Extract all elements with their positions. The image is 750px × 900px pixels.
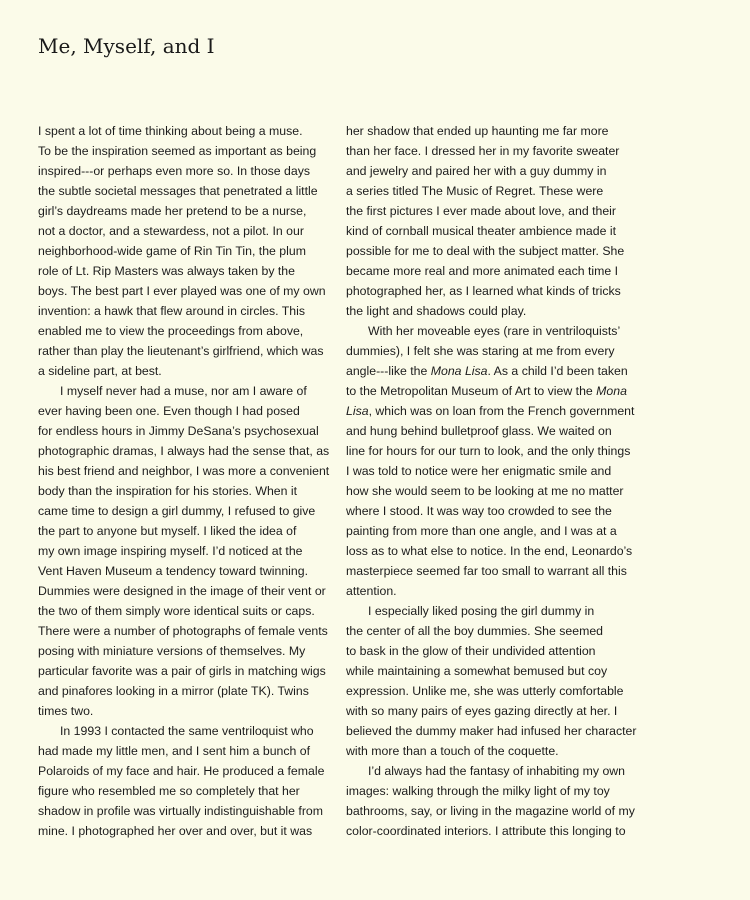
text-segment: and hung behind bulletproof glass. We waited on [346,424,612,438]
text-line [346,821,636,841]
text-segment: body than the inspiration for his stories. When it [38,484,298,498]
text-line [38,261,328,281]
text-segment: possible for me to deal with the subject matter. She [346,244,625,258]
text-segment: loss as to what else to notice. In the end, Leonardo’s [346,544,633,558]
text-segment: With her moveable eyes (rare in ventriloquists’ [368,324,621,338]
text-line [346,461,636,481]
text-segment: Polaroids of my face and hair. He produced a female [38,764,325,778]
text-line [346,521,636,541]
text-segment: particular favorite was a pair of girls in matching wigs [38,664,326,678]
text-segment: for endless hours in Jimmy DeSana’s psychosexual [38,424,319,438]
text-segment: To be the inspiration seemed as important as being [38,144,317,158]
text-line [346,421,636,441]
text-line [346,801,636,821]
text-line [38,221,328,241]
text-segment: There were a number of photographs of female vents [38,624,328,638]
text-segment: girl’s daydreams made her pretend to be a nurse, [38,204,307,218]
text-line [38,201,328,221]
text-line [346,141,636,161]
text-line [346,161,636,181]
text-segment: I spent a lot of time thinking about being a muse. [38,124,303,138]
text-line [346,721,636,741]
text-line [38,341,328,361]
text-segment: not a doctor, and a stewardess, not a pilot. In our [38,224,304,238]
text-segment: and jewelry and paired her with a guy dummy in [346,164,607,178]
text-line [38,601,328,621]
text-segment: photographic dramas, I always had the sense that, as [38,444,330,458]
text-segment: In 1993 I contacted the same ventriloquist who [60,724,314,738]
text-segment: painting from more than one angle, and I was at a [346,524,617,538]
text-line [346,641,636,661]
text-line [346,781,636,801]
text-segment: the first pictures I ever made about love, and their [346,204,616,218]
text-line [38,741,328,761]
text-segment: posing with miniature versions of themselves. My [38,644,306,658]
text-line [346,701,636,721]
text-segment: believed the dummy maker had infused her character [346,724,637,738]
text-segment: I myself never had a muse, nor am I aware of [60,384,307,398]
text-line [346,661,636,681]
text-segment: and pinafores looking in a mirror (plate TK). Twins [38,684,309,698]
text-segment: , which was on loan from the French government [368,404,635,418]
text-segment: images: walking through the milky light of my toy [346,784,610,798]
text-line [38,641,328,661]
italic-title: Lisa [346,404,369,418]
text-line [346,561,636,581]
text-segment: line for hours for our turn to look, and the only things [346,444,631,458]
text-line [38,501,328,521]
text-line [38,121,328,141]
text-segment: I’d always had the fantasy of inhabiting my own [368,764,626,778]
text-segment: role of Lt. Rip Masters was always taken by the [38,264,295,278]
text-segment: while maintaining a somewhat bemused but coy [346,664,608,678]
text-segment: . As a child I’d been taken [487,364,628,378]
text-segment: bathrooms, say, or living in the magazine world of my [346,804,635,818]
text-segment: where I stood. It was way too crowded to see the [346,504,612,518]
italic-title: Mona Lisa [430,364,488,378]
text-segment: with so many pairs of eyes gazing directly at her. I [346,704,618,718]
text-segment: masterpiece seemed far too small to warrant all this [346,564,627,578]
text-line [38,321,328,341]
text-line [38,441,328,461]
text-line [346,341,636,361]
text-line [38,721,328,741]
text-line [346,501,636,521]
text-segment: dummies), I felt she was staring at me from every [346,344,615,358]
text-segment: inspired---or perhaps even more so. In those days [38,164,311,178]
text-line [346,581,636,601]
text-line [346,201,636,221]
text-line [346,401,636,421]
text-line [38,141,328,161]
text-segment: enabled me to view the proceedings from above, [38,324,304,338]
text-line [38,521,328,541]
text-segment: a series titled The Music of Regret. These were [346,184,604,198]
text-line [38,301,328,321]
text-segment: the light and shadows could play. [346,304,527,318]
text-line [38,661,328,681]
text-line [38,161,328,181]
text-line [346,241,636,261]
text-segment: attention. [346,584,397,598]
text-segment: became more real and more animated each time I [346,264,619,278]
text-line [38,381,328,401]
text-line [346,281,636,301]
text-line [38,361,328,381]
text-line [38,481,328,501]
text-segment: photographed her, as I learned what kinds of tricks [346,284,621,298]
text-line [38,701,328,721]
text-segment: mine. I photographed her over and over, but it was [38,824,313,838]
text-segment: a sideline part, at best. [38,364,162,378]
text-segment: times two. [38,704,94,718]
text-segment: ever having been one. Even though I had posed [38,404,300,418]
text-segment: the center of all the boy dummies. She seemed [346,624,604,638]
right-column [346,121,636,841]
text-line [38,761,328,781]
text-segment: expression. Unlike me, she was utterly comfortable [346,684,624,698]
text-line [346,221,636,241]
text-line [38,541,328,561]
text-segment: I was told to notice were her enigmatic smile and [346,464,612,478]
text-segment: rather than play the lieutenant’s girlfriend, which was [38,344,324,358]
text-line [346,541,636,561]
text-line [38,281,328,301]
text-segment: how she would seem to be looking at me no matter [346,484,624,498]
text-segment: shadow in profile was virtually indistinguishable from [38,804,324,818]
text-line [38,581,328,601]
text-segment: I especially liked posing the girl dummy in [368,604,595,618]
text-segment: came time to design a girl dummy, I refused to give [38,504,316,518]
text-segment: figure who resembled me so completely that her [38,784,300,798]
text-line [38,461,328,481]
text-segment: her shadow that ended up haunting me far more [346,124,609,138]
text-segment: neighborhood-wide game of Rin Tin Tin, the plum [38,244,306,258]
text-segment: angle---like the [346,364,431,378]
text-segment: the part to anyone but myself. I liked the idea of [38,524,297,538]
text-line [346,601,636,621]
text-line [38,821,328,841]
text-line [346,301,636,321]
text-segment: with more than a touch of the coquette. [346,744,559,758]
text-line [38,801,328,821]
text-segment: the two of them simply wore identical suits or caps. [38,604,315,618]
text-segment: than her face. I dressed her in my favorite sweater [346,144,620,158]
text-segment: color-coordinated interiors. I attribute this longing to [346,824,626,838]
text-line [346,321,636,341]
text-segment: invention: a hawk that flew around in circles. This [38,304,306,318]
text-line [38,401,328,421]
text-segment: to bask in the glow of their undivided attention [346,644,596,658]
italic-title: Mona [596,384,627,398]
text-line [346,621,636,641]
text-line [346,481,636,501]
text-line [38,421,328,441]
text-line [38,781,328,801]
text-line [346,741,636,761]
text-segment: my own image inspiring myself. I’d noticed at the [38,544,303,558]
text-segment: his best friend and neighbor, I was more a convenient [38,464,330,478]
text-line [346,181,636,201]
text-segment: had made my little men, and I sent him a bunch of [38,744,311,758]
text-segment: the subtle societal messages that penetrated a little [38,184,318,198]
text-line [38,621,328,641]
text-line [346,761,636,781]
text-line [346,381,636,401]
text-line [346,121,636,141]
text-segment: Dummies were designed in the image of their vent or [38,584,326,598]
text-line [346,681,636,701]
text-segment: kind of cornball musical theater ambience made it [346,224,616,238]
text-segment: to the Metropolitan Museum of Art to view the [346,384,597,398]
page-title: Me, Myself, and I [38,34,215,58]
text-line [38,241,328,261]
text-segment: Vent Haven Museum a tendency toward twinning. [38,564,309,578]
text-line [346,261,636,281]
left-column [38,121,328,841]
text-segment: boys. The best part I ever played was one of my own [38,284,326,298]
text-line [38,181,328,201]
text-line [38,681,328,701]
text-line [346,361,636,381]
text-line [346,441,636,461]
text-line [38,561,328,581]
